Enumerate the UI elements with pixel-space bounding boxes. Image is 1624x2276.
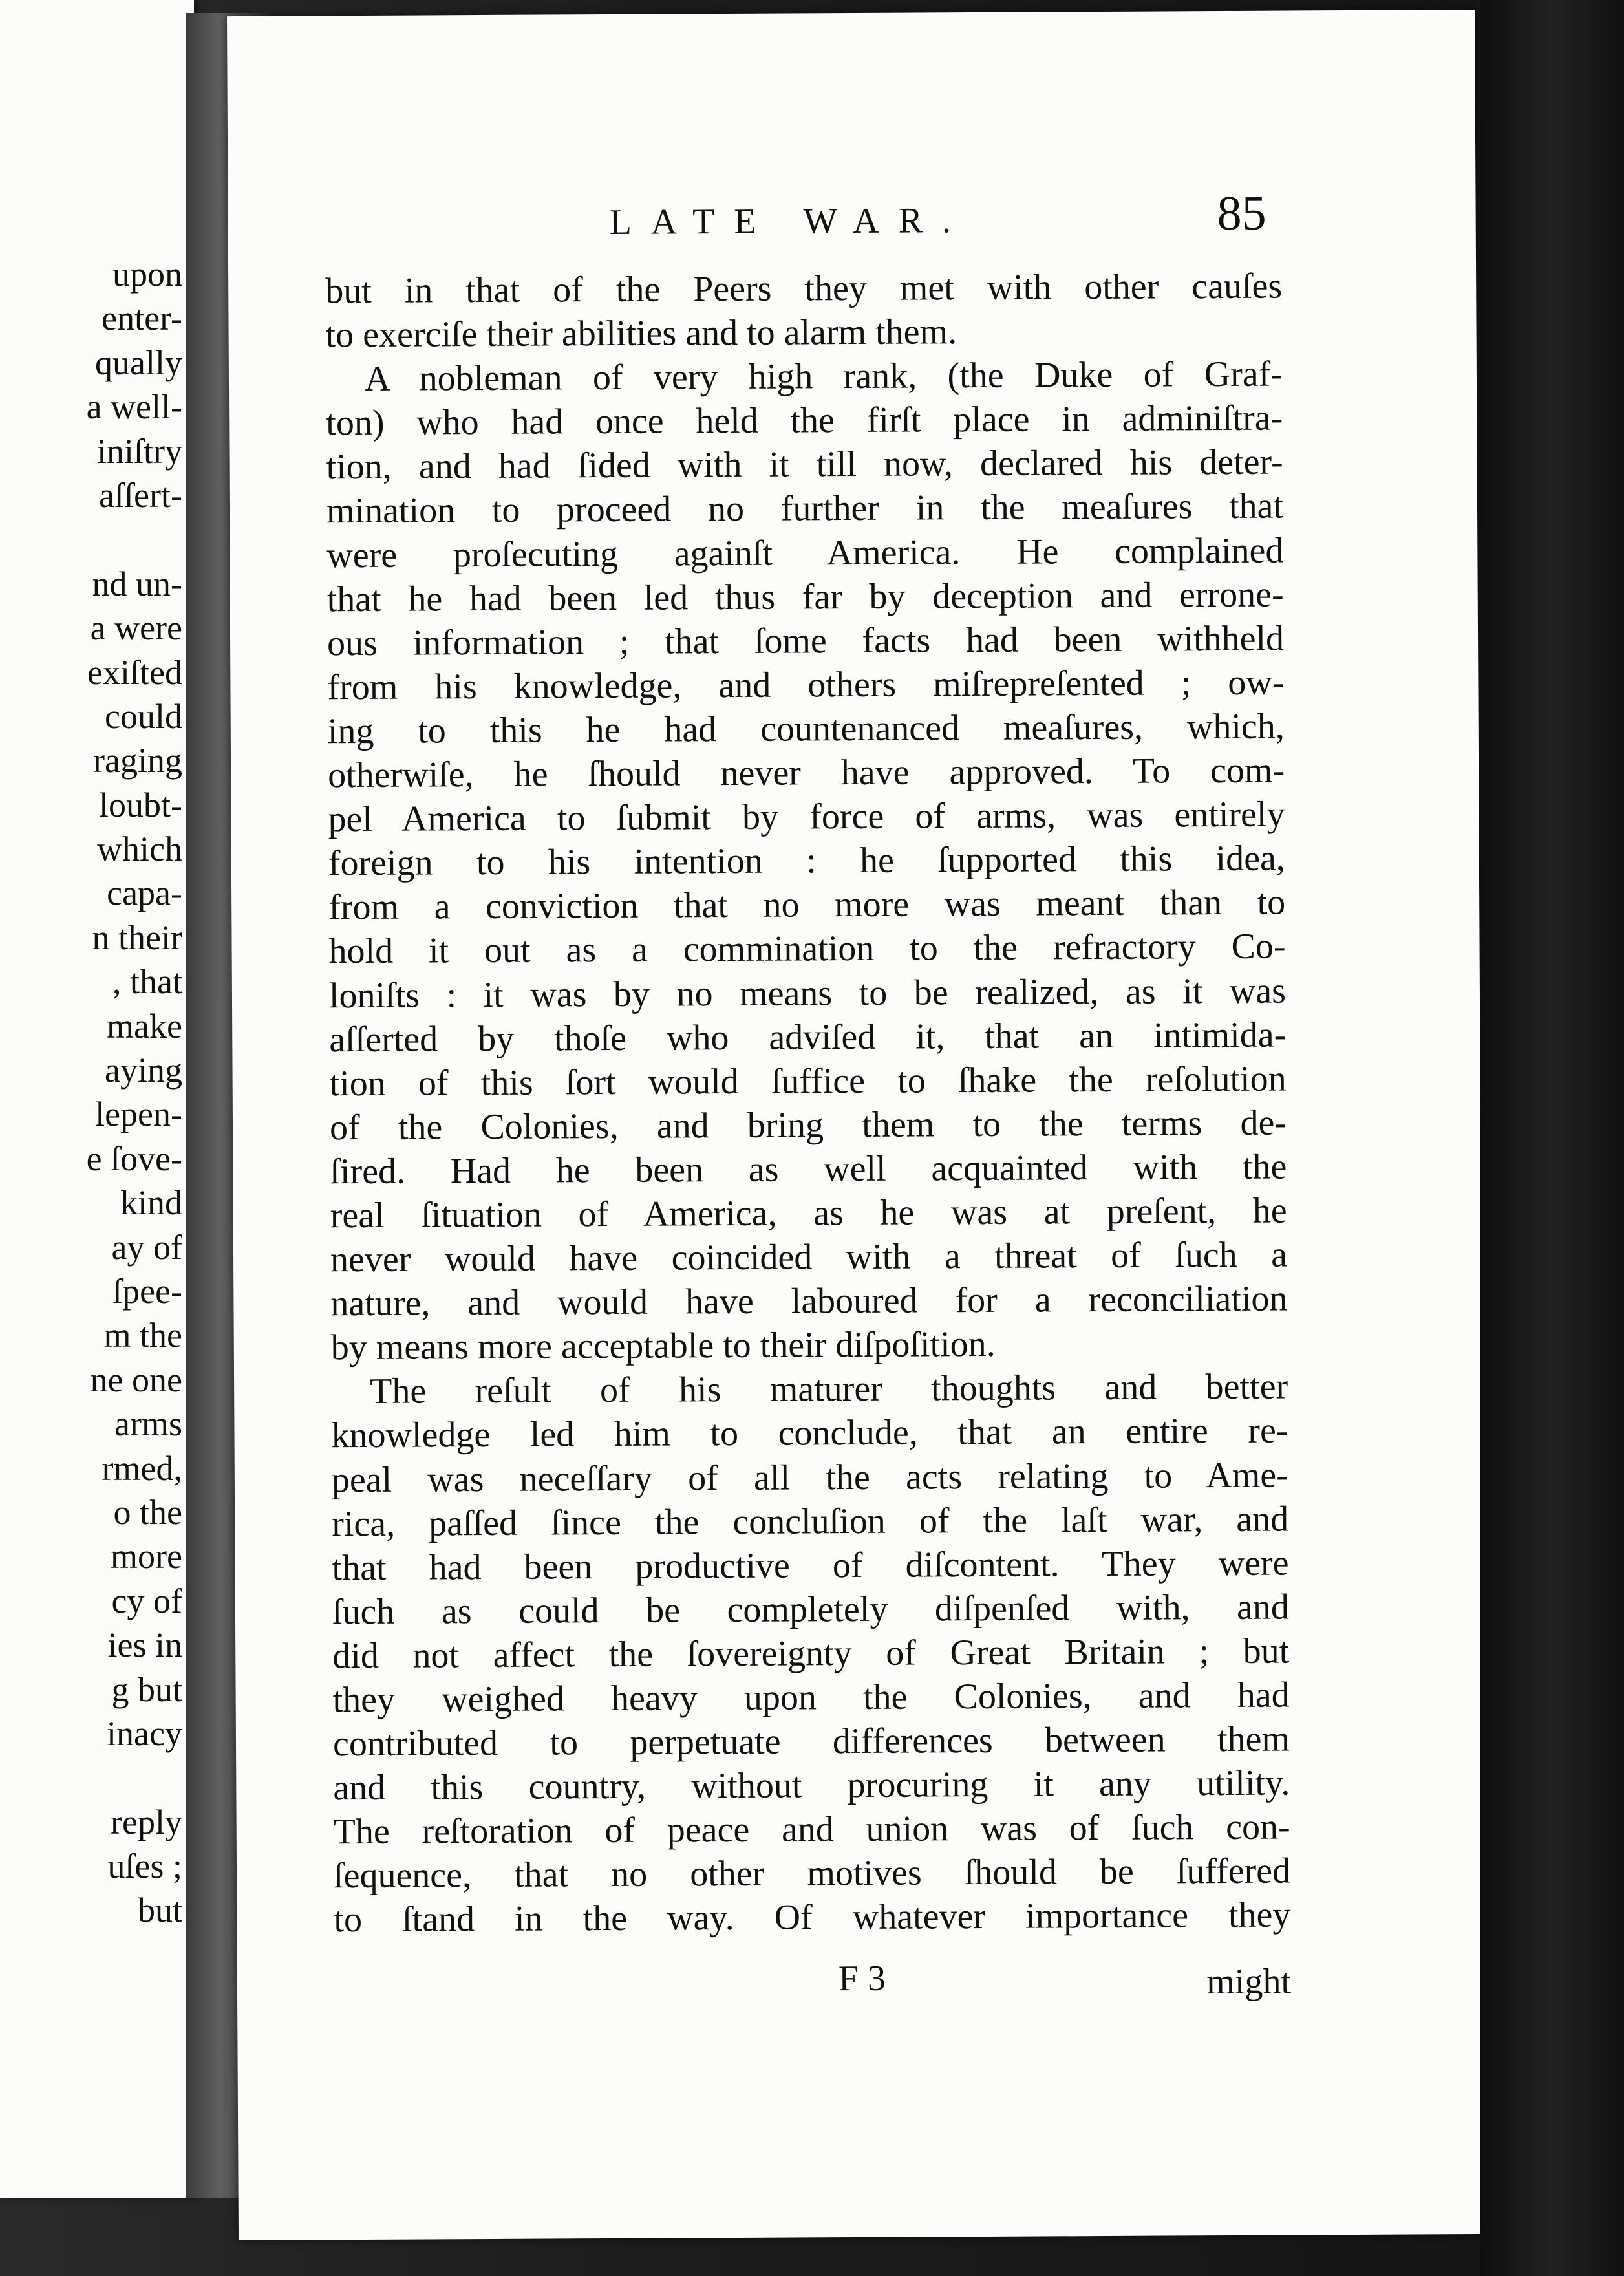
text-line: mination to proceed no further in the meaſures that bbox=[326, 486, 1284, 531]
left-page-line: make bbox=[107, 1006, 182, 1046]
signature-mark: F 3 bbox=[838, 1958, 886, 1999]
left-page-line: n their bbox=[92, 918, 182, 957]
text-line: by means more acceptable to their diſpoſition. bbox=[330, 1324, 996, 1368]
left-page-line: cy of bbox=[111, 1581, 182, 1620]
text-line: that had been productive of diſcontent. They were bbox=[332, 1543, 1289, 1588]
left-page-line: qually bbox=[95, 343, 182, 382]
left-page-line: a well- bbox=[86, 387, 182, 427]
text-line: knowledge led him to conclude, that an entire re- bbox=[331, 1410, 1288, 1456]
left-page-line: g but bbox=[111, 1669, 182, 1709]
text-line: ing to this he had countenanced meaſures, which, bbox=[327, 706, 1285, 752]
text-line: pel America to ſubmit by force of arms, was entirely bbox=[328, 794, 1285, 840]
left-page-line: aying bbox=[105, 1051, 182, 1090]
left-page-line bbox=[0, 1755, 182, 1799]
text-line: otherwiſe, he ſhould never have approved. To com- bbox=[327, 750, 1285, 796]
text-line: to exerciſe their abilities and to alarm them. bbox=[325, 312, 957, 356]
left-page-line: raging bbox=[93, 741, 182, 780]
text-line: The reſtoration of peace and union was of ſuch con- bbox=[333, 1807, 1290, 1852]
text-line: they weighed heavy upon the Colonies, and had bbox=[332, 1675, 1290, 1721]
text-line: rica, paſſed ſince the concluſion of the laſt war, and bbox=[332, 1499, 1289, 1544]
left-page-line: kind bbox=[120, 1183, 182, 1223]
text-line: to ſtand in the way. Of whatever importance they bbox=[334, 1895, 1291, 1940]
left-page-line: inacy bbox=[107, 1713, 182, 1753]
text-line: hold it out as a commination to the refractory Co- bbox=[328, 926, 1286, 972]
text-line: and this country, without procuring it any utility. bbox=[333, 1763, 1290, 1809]
text-line: nature, and would have laboured for a reconciliation bbox=[330, 1278, 1288, 1324]
left-page-line: aſſert- bbox=[99, 475, 182, 515]
left-page-line: but bbox=[137, 1891, 182, 1930]
left-page-line: a were bbox=[90, 608, 182, 648]
text-line: of the Colonies, and bring them to the terms de- bbox=[329, 1102, 1287, 1148]
left-page-line: could bbox=[105, 696, 182, 736]
left-page-line: exiſted bbox=[87, 652, 182, 692]
left-page-line: uſes ; bbox=[107, 1847, 182, 1886]
left-page-line: loubt- bbox=[99, 785, 182, 824]
scan-right-edge bbox=[1480, 0, 1624, 2276]
catchword: might bbox=[1206, 1961, 1292, 2002]
left-page-line: which bbox=[97, 830, 182, 869]
book-page bbox=[227, 10, 1486, 2240]
left-page-line: ne one bbox=[90, 1360, 182, 1399]
left-page-line: enter- bbox=[102, 299, 182, 338]
text-line: but in that of the Peers they met with other cauſes bbox=[325, 266, 1283, 312]
text-line: A nobleman of very high rank, (the Duke of Graf- bbox=[364, 354, 1283, 400]
text-line: tion, and had ſided with it till now, declared his deter- bbox=[326, 442, 1283, 488]
left-page-line: lepen- bbox=[95, 1095, 182, 1134]
left-page-line: reply bbox=[111, 1802, 182, 1841]
text-line: contributed to perpetuate differences between them bbox=[332, 1719, 1290, 1765]
body-text bbox=[325, 264, 1291, 1942]
left-page-line: nd un- bbox=[92, 564, 182, 603]
text-line: ſuch as could be completely diſpenſed with, and bbox=[332, 1587, 1290, 1633]
left-page-line: capa- bbox=[107, 874, 182, 913]
text-line: real ſituation of America, as he was at preſent, he bbox=[330, 1190, 1287, 1236]
left-page-line: m the bbox=[103, 1316, 182, 1355]
left-page-line: iniſtry bbox=[97, 431, 182, 471]
left-page-line bbox=[0, 517, 182, 561]
text-line: The reſult of his maturer thoughts and better bbox=[369, 1366, 1288, 1412]
left-page-line: , that bbox=[112, 962, 182, 1002]
left-page-line: ay of bbox=[111, 1227, 182, 1267]
text-line: foreign to his intention : he ſupported this idea, bbox=[328, 838, 1286, 884]
page-number: 85 bbox=[1217, 186, 1266, 241]
left-page-line: rmed, bbox=[102, 1448, 182, 1488]
left-page-line: upon bbox=[112, 255, 182, 294]
left-page-fragment bbox=[0, 0, 194, 2198]
text-line: peal was neceſſary of all the acts relating to Ame- bbox=[331, 1455, 1289, 1500]
text-line: never would have coincided with a threat of ſuch a bbox=[330, 1234, 1288, 1280]
left-page-text bbox=[0, 252, 182, 1933]
left-page-line: more bbox=[111, 1537, 182, 1576]
left-page-line: ſpee- bbox=[112, 1271, 182, 1311]
text-line: aſſerted by thoſe who adviſed it, that an intimida- bbox=[329, 1015, 1287, 1060]
text-line: ſequence, that no other motives ſhould be ſuffered bbox=[333, 1851, 1291, 1896]
text-line: ſired. Had he been as well acquainted with the bbox=[330, 1146, 1287, 1192]
text-line: were proſecuting againſt America. He complained bbox=[326, 530, 1284, 575]
text-line: ton) who had once held the firſt place in adminiſtra- bbox=[326, 398, 1283, 444]
page-footer bbox=[334, 1956, 1291, 2013]
text-line: tion of this ſort would ſuffice to ſhake the reſolution bbox=[329, 1058, 1287, 1104]
running-head: LATE WAR. bbox=[609, 200, 971, 242]
text-line: from his knowledge, and others miſrepreſented ; ow- bbox=[327, 662, 1285, 708]
left-page-line: arms bbox=[114, 1404, 182, 1444]
text-line: ous information ; that ſome facts had been withheld bbox=[326, 618, 1285, 664]
left-page-line: ies in bbox=[107, 1626, 182, 1665]
text-line: did not affect the ſovereignty of Great Britain ; but bbox=[332, 1631, 1290, 1677]
left-page-line: o the bbox=[113, 1492, 182, 1532]
left-page-line: e ſove- bbox=[86, 1139, 182, 1178]
text-line: that he had been led thus far by deception and errone- bbox=[326, 574, 1284, 619]
text-line: loniſts : it was by no means to be realized, as it was bbox=[328, 971, 1287, 1016]
text-line: from a conviction that no more was meant than to bbox=[328, 882, 1286, 928]
